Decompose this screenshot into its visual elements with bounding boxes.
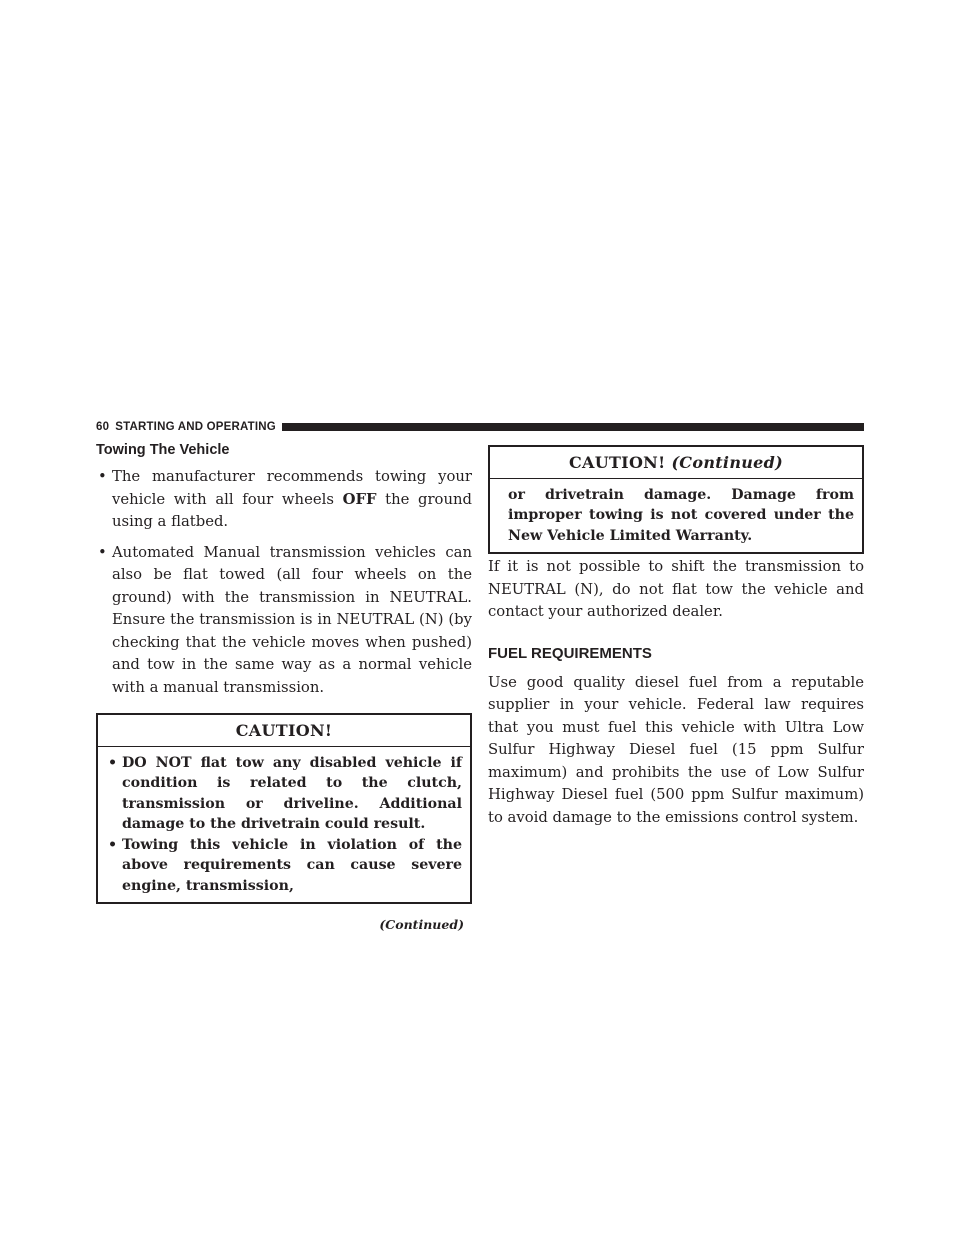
- fuel-heading: FUEL REQUIREMENTS: [488, 644, 652, 662]
- caution-title: CAUTION!: [98, 715, 470, 747]
- list-item: [108, 753, 462, 835]
- continued-note: (Continued): [379, 917, 464, 932]
- caution-title-text: CAUTION!: [568, 453, 666, 472]
- towing-heading: Towing The Vehicle: [96, 442, 230, 458]
- bullet-emphasis: OFF: [342, 490, 377, 508]
- caution-list: [108, 753, 462, 897]
- list-item: [108, 835, 462, 897]
- towing-list: [96, 466, 472, 699]
- fuel-paragraph: Use good quality diesel fuel from a reputable supplier in your vehicle. Federal law requires that you must fuel this vehicle with Ultra Low Sulfur Highway Diesel fuel (15 ppm Sulfur maximum) and prohibits the use of Low Sulfur Highway Diesel fuel (500 ppm Sulfur maximum) to avoid damage to the emissions control system.: [488, 673, 864, 826]
- bullet-text: The manufacturer recommends towing your vehicle with all four wheels: [112, 468, 472, 508]
- caution-box: [96, 713, 472, 904]
- left-column: [96, 440, 472, 937]
- neutral-paragraph: If it is not possible to shift the transmission to NEUTRAL (N), do not flat tow the vehicle and contact your authorized dealer.: [488, 558, 864, 620]
- caution-box-continued: [488, 445, 864, 554]
- header-rule: [282, 423, 864, 431]
- page-number: 60: [96, 421, 110, 433]
- caution-body: [98, 747, 470, 903]
- bullet-text: the ground using a flatbed.: [112, 490, 472, 530]
- caution-body: [490, 479, 862, 553]
- bullet-icon: •: [108, 836, 118, 853]
- caution-item-text: DO NOT flat tow any disabled vehicle if condition is related to the clutch, transmission or driveline. Additional damage to the drivetrain could result.: [122, 754, 462, 832]
- bullet-icon: •: [98, 543, 107, 561]
- caution-text: or drivetrain damage. Damage from improper towing is not covered under the New Vehicle Limited Warranty.: [508, 486, 854, 544]
- caution-title: [490, 447, 862, 479]
- bullet-icon: •: [98, 468, 107, 485]
- bullet-text: Automated Manual transmission vehicles can also be flat towed (all four wheels on the ground) with the transmission in NEUTRAL. Ensure the transmission is in NEUTRAL (N) (by checking that the vehicle moves when pushed) and tow in the same way as a normal vehicle with a manual transmission.: [112, 543, 472, 696]
- page-header: [96, 419, 864, 435]
- caution-continued-label: (Continued): [671, 453, 784, 472]
- section-title: STARTING AND OPERATING: [115, 421, 276, 433]
- right-column: [488, 445, 864, 829]
- caution-item-text: Towing this vehicle in violation of the above requirements can cause severe engine, transmission,: [122, 836, 462, 894]
- list-item: [96, 542, 472, 700]
- bullet-icon: •: [108, 754, 118, 771]
- list-item: [96, 466, 472, 534]
